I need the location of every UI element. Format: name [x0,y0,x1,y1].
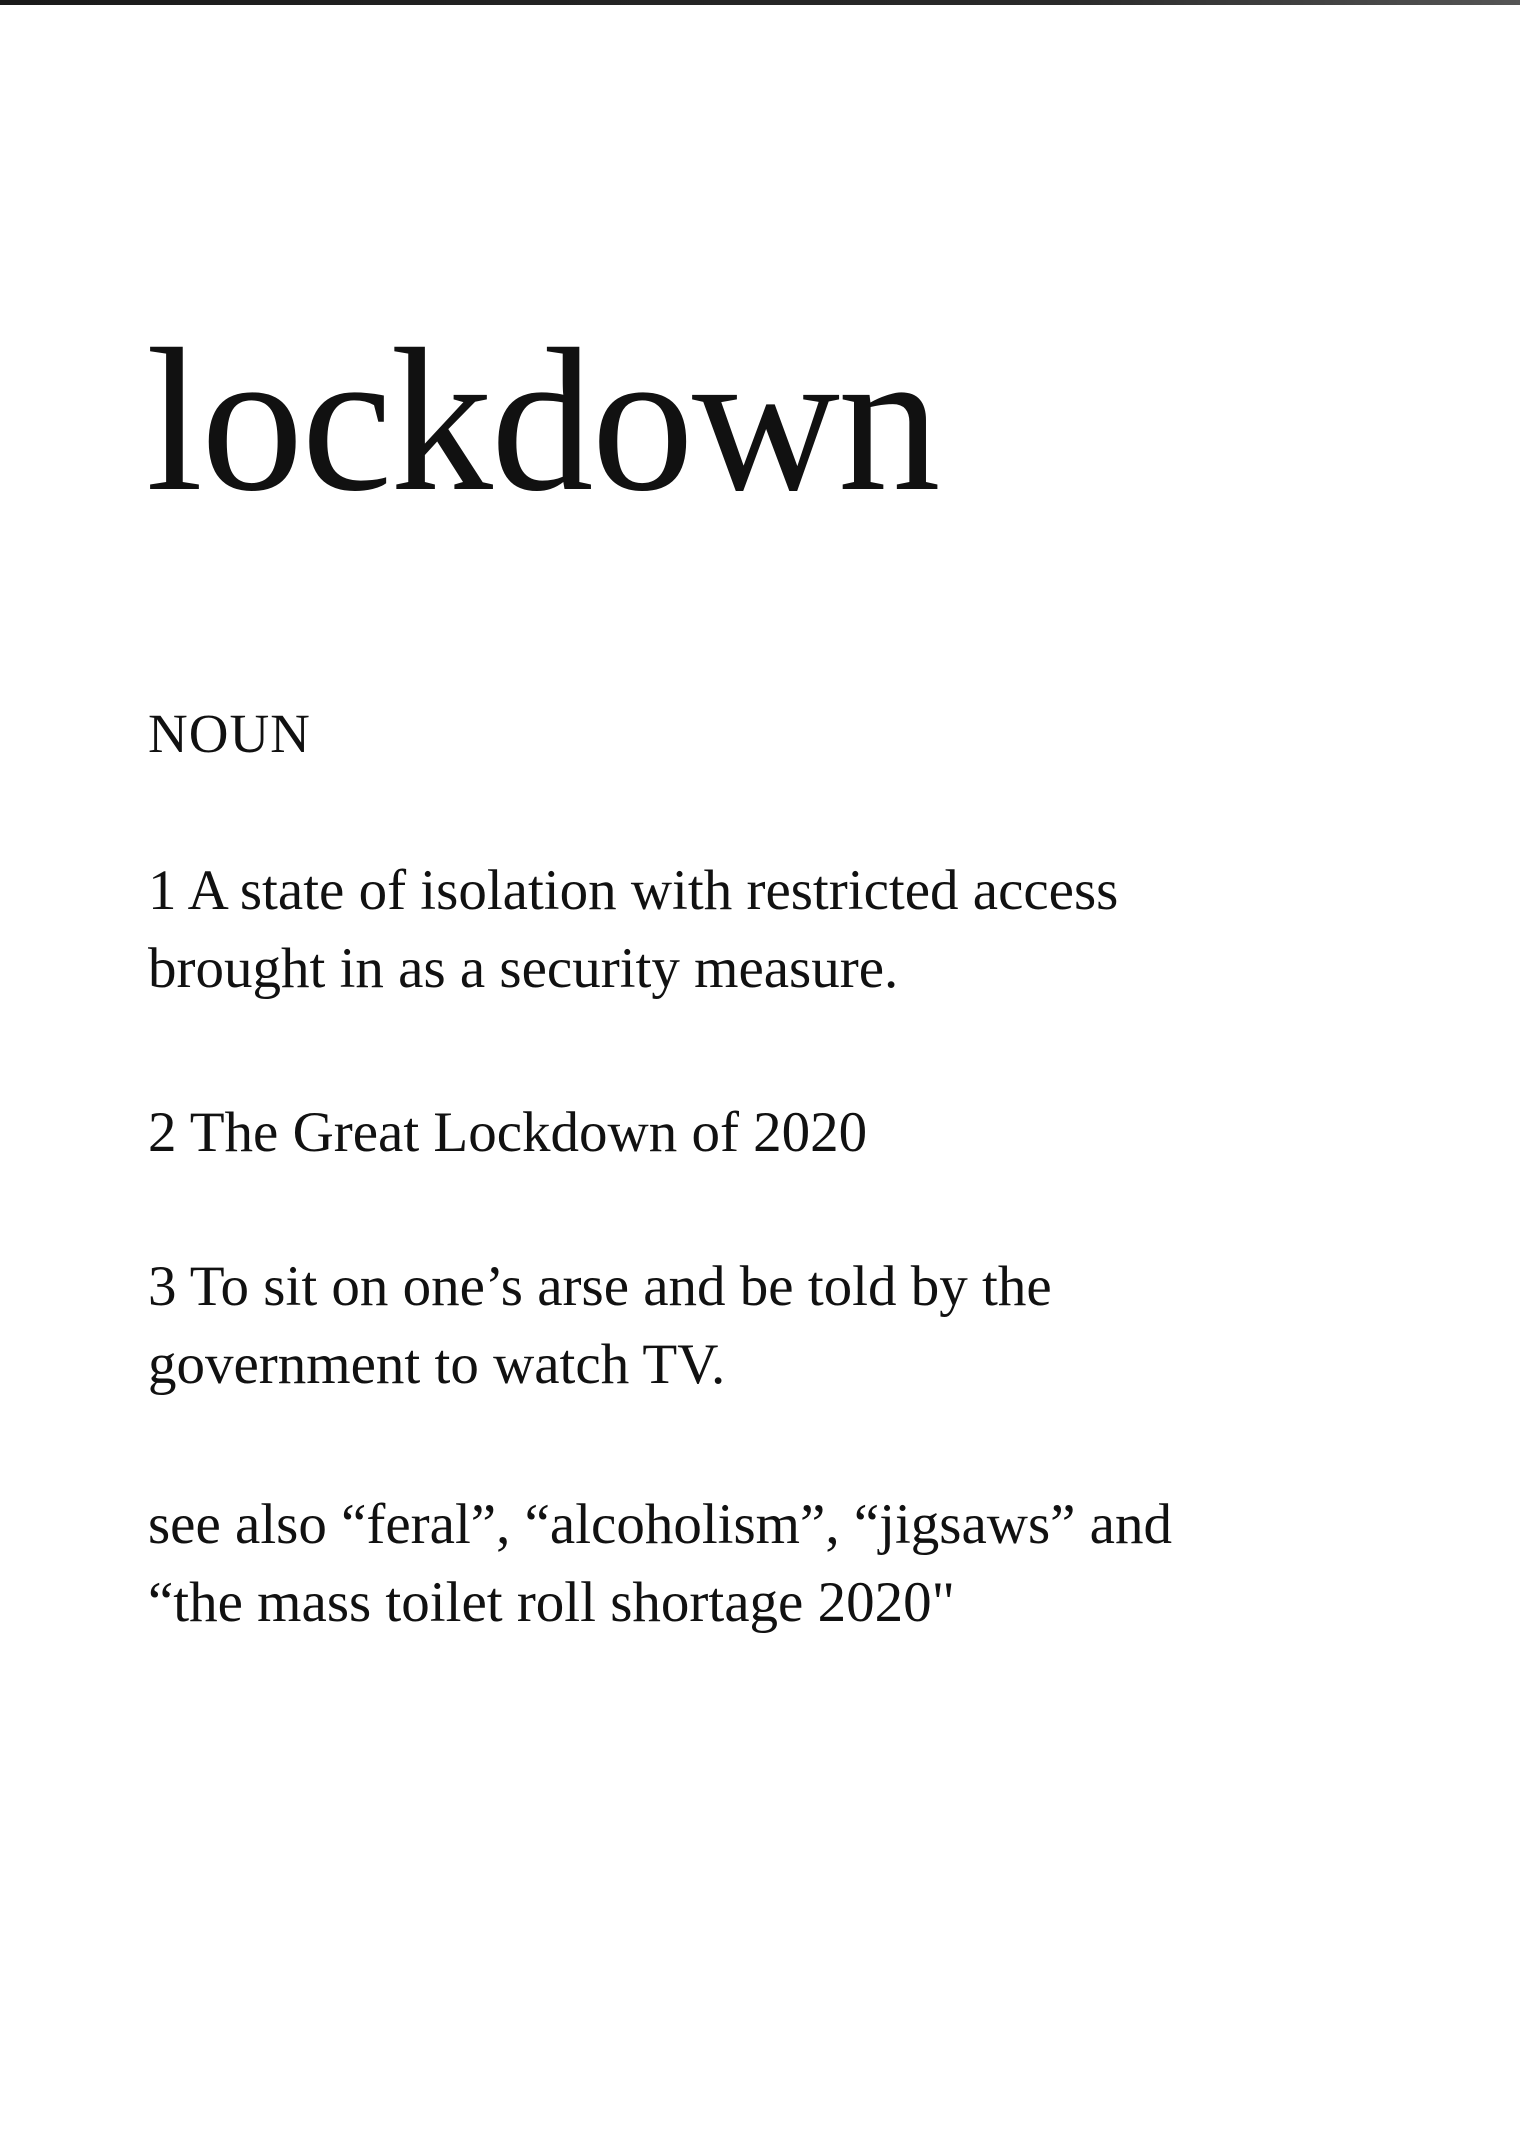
definition-3 [148,1248,1408,1404]
definition-1-line-2: brought in as a security measure. [148,937,899,1000]
definition-2 [148,1094,1408,1172]
see-also-line-1: see also “feral”, “alcoholism”, “jigsaws” and [148,1493,1172,1556]
definition-1 [148,852,1408,1008]
see-also [148,1486,1408,1642]
see-also-line-2: “the mass toilet roll shortage 2020" [148,1571,955,1634]
part-of-speech: NOUN [148,703,311,764]
top-border [0,0,1520,5]
definition-3-line-1: 3 To sit on one’s arse and be told by the [148,1255,1052,1318]
definition-1-line-1: 1 A state of isolation with restricted access [148,859,1119,922]
definition-3-line-2: government to watch TV. [148,1333,726,1396]
definition-2-line-1: 2 The Great Lockdown of 2020 [148,1101,868,1164]
headword: lockdown [146,307,939,534]
